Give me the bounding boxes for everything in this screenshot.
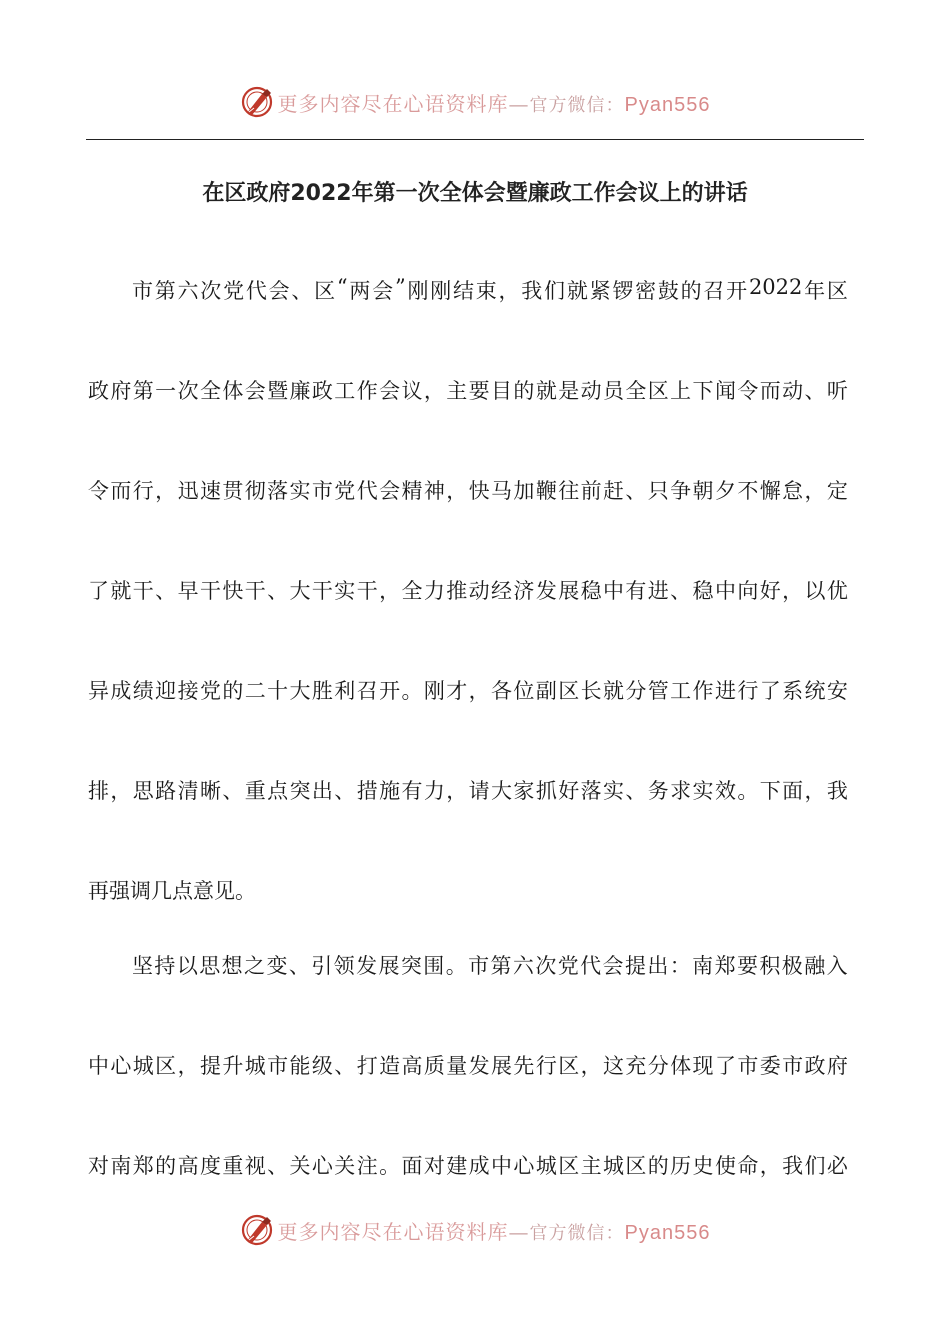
paragraph-line: 排 ， 思 路 清 晰 、 重 点 突 出 、 措 施 有 力 ， 请 大 家 抓 好 落 实 、 务 求 实 效 。 下 面 ， 我: [88, 779, 848, 803]
header-banner: [0, 82, 950, 122]
header-divider: [86, 139, 864, 140]
paragraph-line: 令 而 行 ， 迅 速 贯 彻 落 实 市 党 代 会 精 神 ， 快 马 加 鞭 往 前 赶 、 只 争 朝 夕 不 懈 怠 ， 定: [88, 479, 848, 503]
paragraph-line: 市 第 六 次 党 代 会 、 区 “ 两 会 ” 刚 刚 结 束 ， 我 们 就 紧 锣 密 鼓 的 召 开 2022 年 区: [132, 275, 848, 303]
footer-banner: [0, 1210, 950, 1250]
paragraph-line: 坚 持 以 思 想 之 变 、 引 领 发 展 突 围 。 市 第 六 次 党 代 会 提 出 ： 南 郑 要 积 极 融 入: [132, 954, 848, 978]
footer-banner-text: 更多内容尽在心语资料库—官方微信：Pyan556: [277, 1219, 711, 1244]
document-title: 在区政府2022年第一次全体会暨廉政工作会议上的讲话: [202, 181, 748, 206]
paragraph-line: 对 南 郑 的 高 度 重 视 、 关 心 关 注 。 面 对 建 成 中 心 城 区 主 城 区 的 历 史 使 命 ， 我 们 必: [88, 1154, 848, 1178]
paragraph-line: 中 心 城 区 ， 提 升 城 市 能 级 、 打 造 高 质 量 发 展 先 行 区 ， 这 充 分 体 现 了 市 委 市 政 府: [88, 1054, 848, 1078]
paragraph-line: 政 府 第 一 次 全 体 会 暨 廉 政 工 作 会 议 ， 主 要 目 的 就 是 动 员 全 区 上 下 闻 令 而 动 、 听: [88, 379, 848, 403]
paragraph-line: 再强调几点意见。: [88, 879, 256, 903]
paragraph-line: 了 就 干 、 早 干 快 干 、 大 干 实 干 ， 全 力 推 动 经 济 发 展 稳 中 有 进 、 稳 中 向 好 ， 以 优: [88, 579, 848, 603]
header-banner-text: 更多内容尽在心语资料库—官方微信：Pyan556: [277, 91, 711, 116]
paragraph-line: 异 成 绩 迎 接 党 的 二 十 大 胜 利 召 开 。 刚 才 ， 各 位 副 区 长 就 分 管 工 作 进 行 了 系 统 安: [88, 679, 848, 703]
logo-icon: [240, 85, 274, 119]
logo-icon: [240, 1213, 274, 1247]
